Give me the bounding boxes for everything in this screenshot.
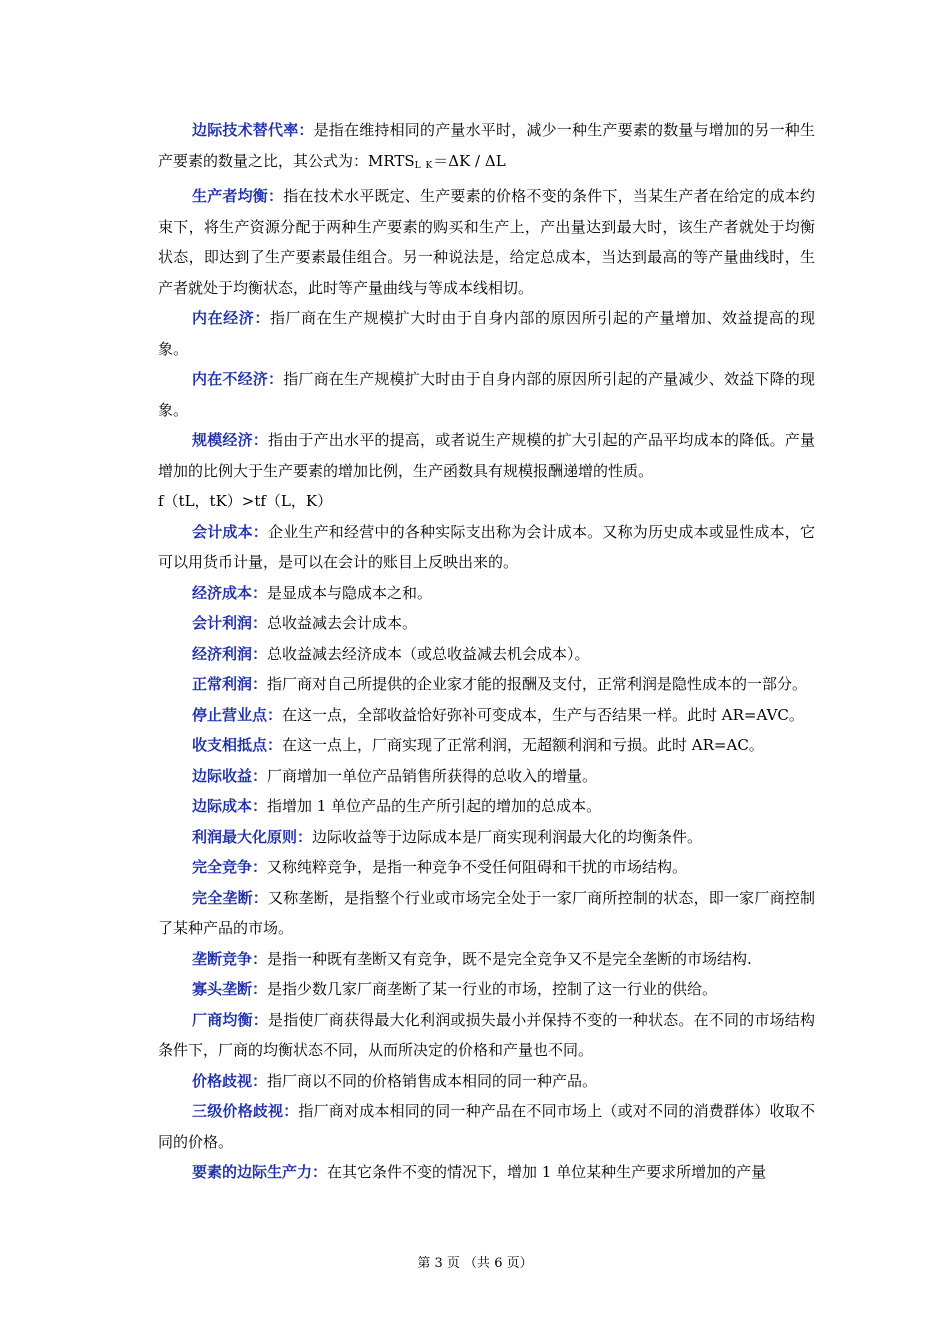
term-definition: 又称纯粹竞争，是指一种竞争不受任何阻碍和干扰的市场结构。: [267, 858, 688, 876]
term-label: 完全垄断：: [192, 888, 268, 907]
entry-oligopoly: [158, 974, 815, 1005]
entry-accounting-cost: [158, 517, 815, 578]
entry-mrts: [158, 115, 815, 181]
term-label: 内在经济：: [192, 309, 270, 327]
entry-firm-equilibrium: [158, 1005, 815, 1066]
term-label: 三级价格歧视：: [192, 1102, 299, 1120]
term-definition: 企业生产和经营中的各种实际支出称为会计成本。又称为历史成本或显性成本，它可以用货币计量，是可以在会计的账目上反映出来的。: [158, 522, 815, 571]
term-label: 收支相抵点：: [192, 736, 283, 754]
entry-price-discrimination: [158, 1066, 815, 1097]
document-body: [158, 115, 815, 1188]
entry-monopoly: [158, 883, 815, 944]
entry-shutdown-point: [158, 700, 815, 731]
entry-internal-economies: [158, 303, 815, 364]
term-label: 停止营业点：: [192, 705, 283, 724]
term-label: 要素的边际生产力：: [192, 1163, 328, 1181]
entry-producer-equilibrium: [158, 181, 815, 303]
entry-marginal-cost: [158, 791, 815, 822]
entry-break-even-point: [158, 730, 815, 761]
entry-economic-cost: [158, 578, 815, 609]
term-label: 边际技术替代率：: [192, 121, 314, 139]
entry-perfect-competition: [158, 852, 815, 883]
term-label: 会计利润：: [192, 614, 268, 632]
formula-line: f（tL，tK）>tf（L，K）: [158, 492, 333, 510]
term-label: 会计成本：: [192, 522, 268, 541]
term-definition: 指增加 1 单位产品的生产所引起的增加的总成本。: [267, 797, 602, 815]
term-label: 生产者均衡：: [192, 187, 284, 205]
entry-normal-profit: [158, 669, 815, 700]
term-label: 价格歧视：: [192, 1071, 268, 1090]
term-label: 利润最大化原则：: [192, 827, 313, 846]
term-definition: 指厂商对成本相同的同一种产品在不同市场上（或对不同的消费群体）收取不同的价格。: [158, 1102, 815, 1151]
term-label: 正常利润：: [192, 675, 268, 693]
term-definition: 在这一点，全部收益恰好弥补可变成本，生产与否结果一样。此时 AR=AVC。: [282, 705, 804, 724]
formula-tail: ＝ΔK / ΔL: [433, 151, 506, 170]
term-label: 垄断竞争：: [192, 949, 268, 968]
term-definition: 指厂商以不同的价格销售成本相同的同一种产品。: [267, 1071, 598, 1090]
term-label: 规模经济：: [192, 431, 268, 449]
formula-subscript: L K: [414, 160, 434, 171]
term-definition: 是指在维持相同的产量水平时，减少一种生产要素的数量与增加的另一种生产要素的数量之比，其公式为：MRTS: [158, 121, 815, 170]
term-definition: 是显成本与隐成本之和。: [267, 583, 433, 602]
entry-economic-profit: [158, 639, 815, 670]
entry-monopolistic-competition: [158, 944, 815, 975]
term-definition: 是指少数几家厂商垄断了某一行业的市场，控制了这一行业的供给。: [267, 980, 718, 998]
entry-economies-of-scale: [158, 425, 815, 486]
term-definition: 是指一种既有垄断又有竞争，既不是完全竞争又不是完全垄断的市场结构.: [267, 949, 752, 968]
term-definition: 边际收益等于边际成本是厂商实现利润最大化的均衡条件。: [312, 827, 703, 846]
term-definition: 指在技术水平既定、生产要素的价格不变的条件下，当某生产者在给定的成本约束下，将生产资源分配于两种生产要素的购买和生产上，产出量达到最大时，该生产者就处于均衡状态，即达到了生产要素最佳组合。另一种说法是，给定总成本，当达到最高的等产量曲线时，生产者就处于均衡状态，此时等产量曲线与等成本线相切。: [158, 187, 815, 297]
entry-third-degree-price-discrimination: [158, 1096, 815, 1157]
term-definition: 又称垄断，是指整个行业或市场完全处于一家厂商所控制的状态，即一家厂商控制了某种产品的市场。: [158, 888, 815, 937]
entry-accounting-profit: [158, 608, 815, 639]
entry-marginal-productivity: [158, 1157, 815, 1188]
term-definition: 是指使厂商获得最大化利润或损失最小并保持不变的一种状态。在不同的市场结构条件下，厂商的均衡状态不同，从而所决定的价格和产量也不同。: [158, 1010, 815, 1059]
term-definition: 在其它条件不变的情况下，增加 1 单位某种生产要求所增加的产量: [327, 1163, 767, 1181]
page-footer: 第 3 页 （共 6 页）: [417, 1256, 533, 1271]
entry-profit-maximization: [158, 822, 815, 853]
term-label: 边际收益：: [192, 766, 268, 785]
term-label: 完全竞争：: [192, 858, 268, 876]
term-definition: 指由于产出水平的提高，或者说生产规模的扩大引起的产品平均成本的降低。产量增加的比例大于生产要素的增加比例，生产函数具有规模报酬递增的性质。: [158, 431, 815, 480]
term-label: 经济利润：: [192, 644, 268, 663]
entry-marginal-revenue: [158, 761, 815, 792]
term-label: 内在不经济：: [192, 370, 284, 388]
term-definition: 指厂商对自己所提供的企业家才能的报酬及支付，正常利润是隐性成本的一部分。: [267, 675, 808, 693]
term-label: 寡头垄断：: [192, 980, 268, 998]
term-label: 经济成本：: [192, 583, 268, 602]
term-definition: 在这一点上，厂商实现了正常利润，无超额利润和亏损。此时 AR=AC。: [282, 736, 764, 754]
term-label: 厂商均衡：: [192, 1010, 268, 1029]
term-definition: 指厂商在生产规模扩大时由于自身内部的原因所引起的产量减少、效益下降的现象。: [158, 370, 815, 419]
term-definition: 总收益减去经济成本（或总收益减去机会成本）。: [267, 644, 590, 663]
entry-internal-diseconomies: [158, 364, 815, 425]
term-definition: 总收益减去会计成本。: [267, 614, 418, 632]
term-definition: 厂商增加一单位产品销售所获得的总收入的增量。: [267, 766, 598, 785]
term-definition: 指厂商在生产规模扩大时由于自身内部的原因所引起的产量增加、效益提高的现象。: [158, 309, 815, 358]
term-label: 边际成本：: [192, 797, 268, 815]
